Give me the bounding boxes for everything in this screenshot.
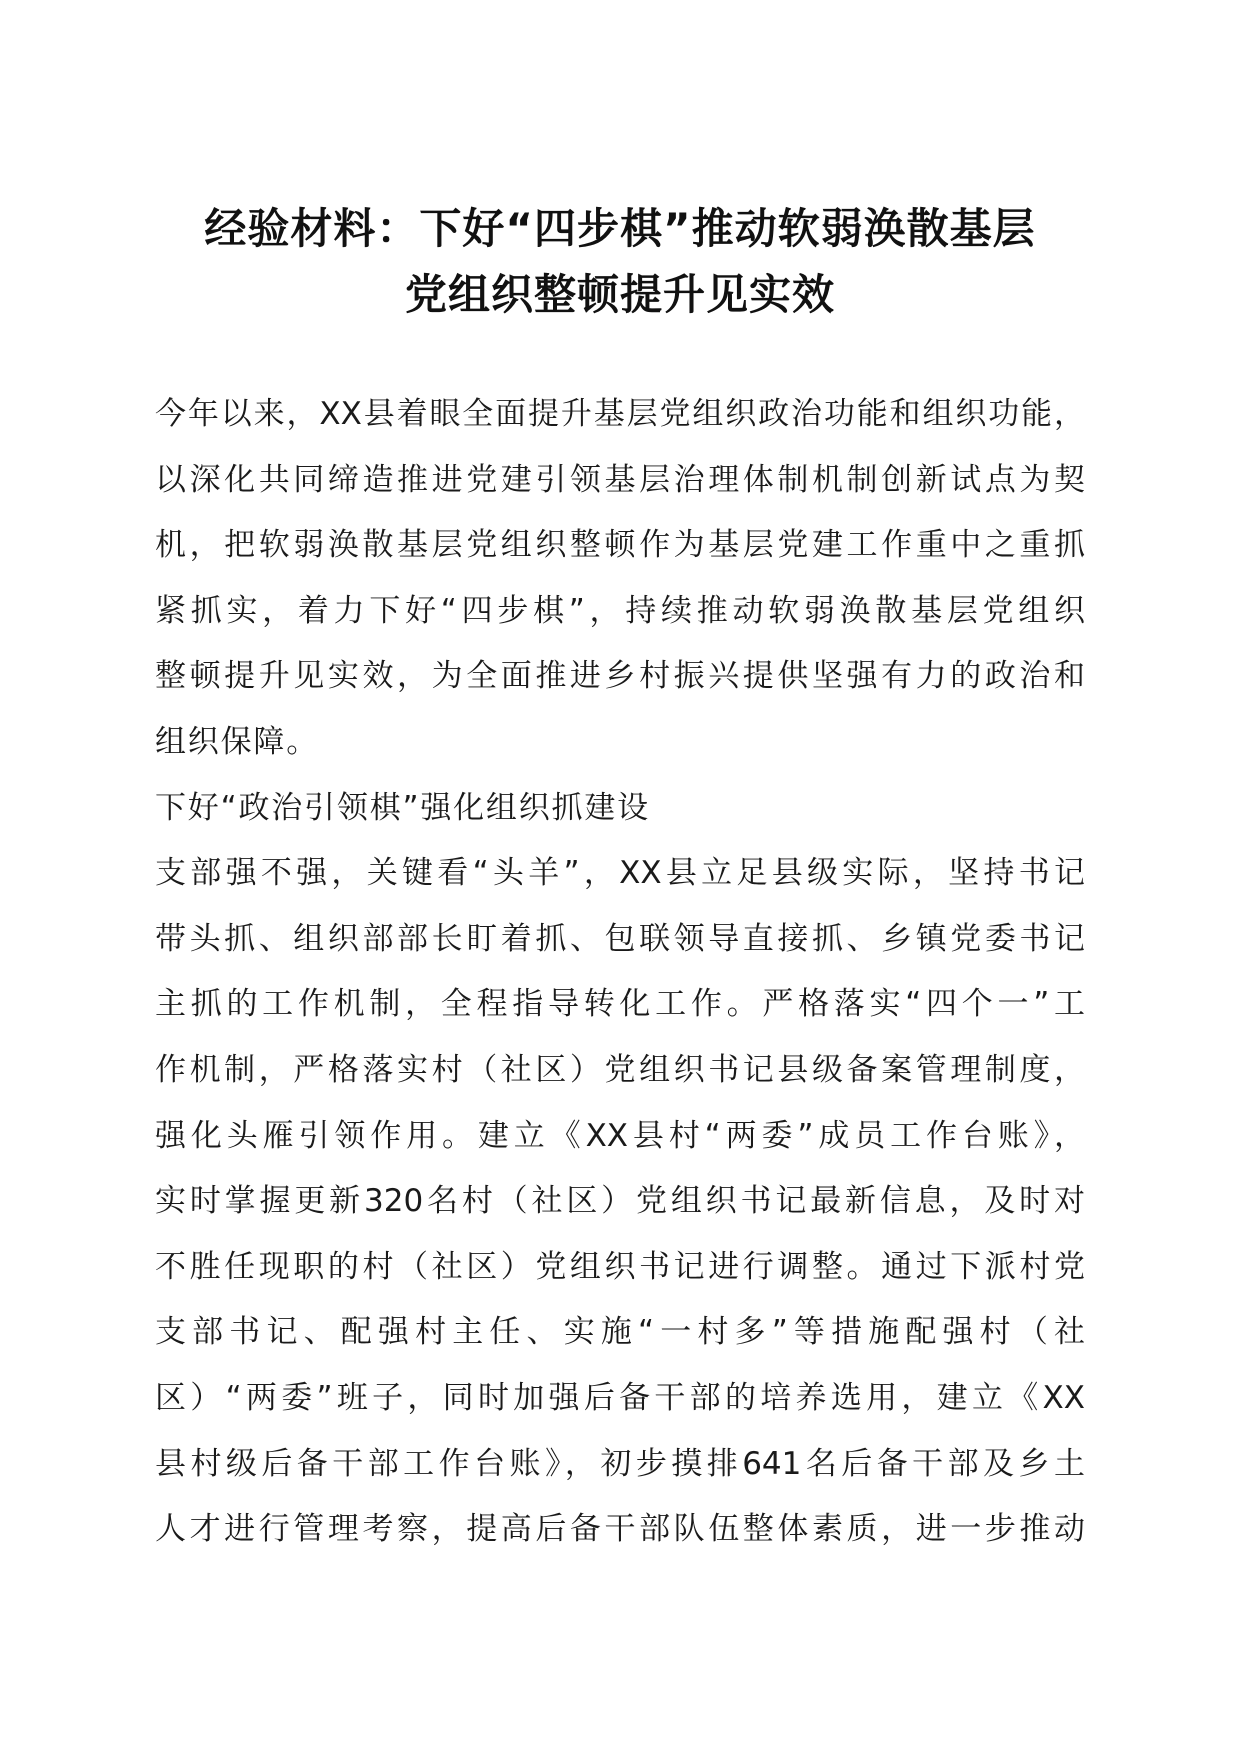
paragraph-line: 带头抓、组织部部长盯着抓、包联领导直接抓、乡镇党委书记 (155, 920, 1085, 957)
paragraph-line: 不胜任现职的村（社区）党组织书记进行调整。通过下派村党 (155, 1248, 1085, 1285)
paragraph-line: 机，把软弱涣散基层党组织整顿作为基层党建工作重中之重抓 (155, 527, 1085, 564)
paragraph-line: 支部书记、配强村主任、实施“一村多”等措施配强村（社 (155, 1314, 1085, 1351)
paragraph-line: 强化头雁引领作用。建立《XX县村“两委”成员工作台账》， (155, 1117, 1085, 1154)
paragraph-2 (155, 841, 1085, 1563)
paragraph-line: 人才进行管理考察，提高后备干部队伍整体素质，进一步推动 (155, 1511, 1085, 1548)
paragraph-line: 支部强不强，关键看“头羊”，XX县立足县级实际，坚持书记 (155, 855, 1085, 892)
paragraph-line: 区）“两委”班子，同时加强后备干部的培养选用，建立《XX (155, 1379, 1085, 1416)
paragraph-line: 作机制，严格落实村（社区）党组织书记县级备案管理制度， (155, 1051, 1085, 1088)
paragraph-line: 组织保障。 (155, 723, 319, 760)
paragraph-line: 紧抓实，着力下好“四步棋”，持续推动软弱涣散基层党组织 (155, 592, 1085, 629)
title-line-1: 经验材料：下好“四步棋”推动软弱涣散基层 (204, 204, 1036, 253)
title-line-2: 党组织整顿提升见实效 (404, 270, 835, 319)
paragraph-line: 县村级后备干部工作台账》，初步摸排641名后备干部及乡土 (155, 1445, 1085, 1482)
section-heading: 下好“政治引领棋”强化组织抓建设 (155, 789, 650, 826)
paragraph-line: 以深化共同缔造推进党建引领基层治理体制机制创新试点为契 (155, 461, 1085, 498)
paragraph-line: 主抓的工作机制，全程指导转化工作。严格落实“四个一”工 (155, 986, 1085, 1023)
paragraph-line: 实时掌握更新320名村（社区）党组织书记最新信息，及时对 (155, 1183, 1085, 1220)
paragraph-line: 整顿提升见实效，为全面推进乡村振兴提供坚强有力的政治和 (155, 658, 1085, 695)
document-body (155, 382, 1085, 1563)
paragraph-1 (155, 382, 1085, 776)
paragraph-line: 今年以来，XX县着眼全面提升基层党组织政治功能和组织功能， (155, 396, 1085, 432)
document-title (140, 196, 1100, 328)
